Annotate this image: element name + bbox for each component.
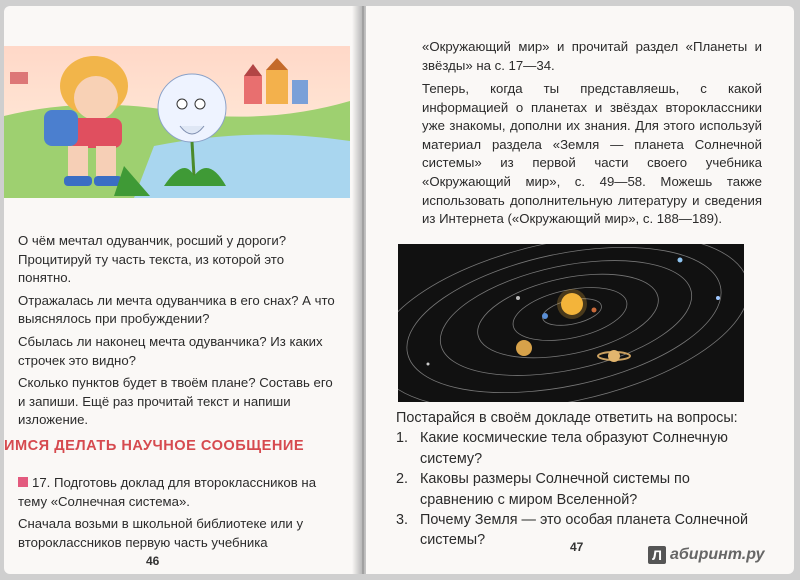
dandelion-illustration: [4, 46, 350, 198]
right-paragraph-1: «Окружающий мир» и прочитай раздел «Планеты и звёзды» на с. 17—34.: [422, 39, 762, 73]
watermark-text: абиринт.ру: [670, 546, 765, 563]
questions-intro: Постарайся в своём докладе ответить на вопросы:: [396, 410, 738, 426]
left-paragraph: Отражалась ли мечта одуванчика в его снах? А что выяснялось при пробуждении?: [18, 292, 335, 327]
left-paragraph: Сбылась ли наконец мечта одуванчика? Из каких строчек это видно?: [18, 333, 323, 368]
task-marker-icon: [18, 477, 28, 487]
left-questions-block: [18, 232, 338, 434]
page-number-left: 46: [146, 554, 160, 568]
left-paragraph: Сколько пунктов будет в твоём плане? Составь его и запиши. Ещё раз прочитай текст и напиши изложение.: [18, 375, 333, 428]
solar-system-illustration: [398, 244, 744, 402]
task-number: 17.: [32, 475, 51, 490]
question-number: 3.: [396, 512, 409, 529]
task-continuation: Сначала возьми в школьной библиотеке или у второклассников первую часть учебника: [18, 516, 304, 550]
question-text: Какие космические тела образуют Солнечную систему?: [420, 430, 728, 467]
list-item: [396, 469, 756, 510]
section-title: ИМСЯ ДЕЛАТЬ НАУЧНОЕ СООБЩЕНИЕ: [4, 438, 305, 454]
question-number: 2.: [396, 471, 409, 488]
question-text: Каковы размеры Солнечной системы по сравнению с миром Вселенной?: [420, 471, 690, 508]
right-paragraph-2: Теперь, когда ты представляешь, с какой информацией о планетах и звёздах второклассники уже знакомы, дополни их знания. Для этого используй материал раздела «Земля — планета Солнечной системы» из первой части своего учебника «Окружающий мир», с. 49—58. Можешь также использовать дополнительную литературу и сведения из Интернета («Окружающий мир», с. 188—189).: [422, 81, 762, 227]
question-number: 1.: [396, 430, 409, 447]
report-questions: [396, 408, 756, 551]
right-page: [366, 6, 794, 574]
page-number-right: 47: [570, 540, 584, 554]
task-block: [18, 474, 338, 556]
left-paragraph: О чём мечтал одуванчик, росший у дороги? Процитируй ту часть текста, из которой это понятно.: [18, 233, 287, 286]
task-text: Подготовь доклад для второклассников на тему «Солнечная система».: [18, 475, 317, 509]
list-item: [396, 428, 756, 469]
watermark: [648, 546, 765, 564]
left-page: [4, 6, 360, 574]
watermark-logo-icon: Л: [648, 546, 666, 564]
question-text: Почему Земля — это особая планета Солнечной системы?: [420, 512, 749, 549]
